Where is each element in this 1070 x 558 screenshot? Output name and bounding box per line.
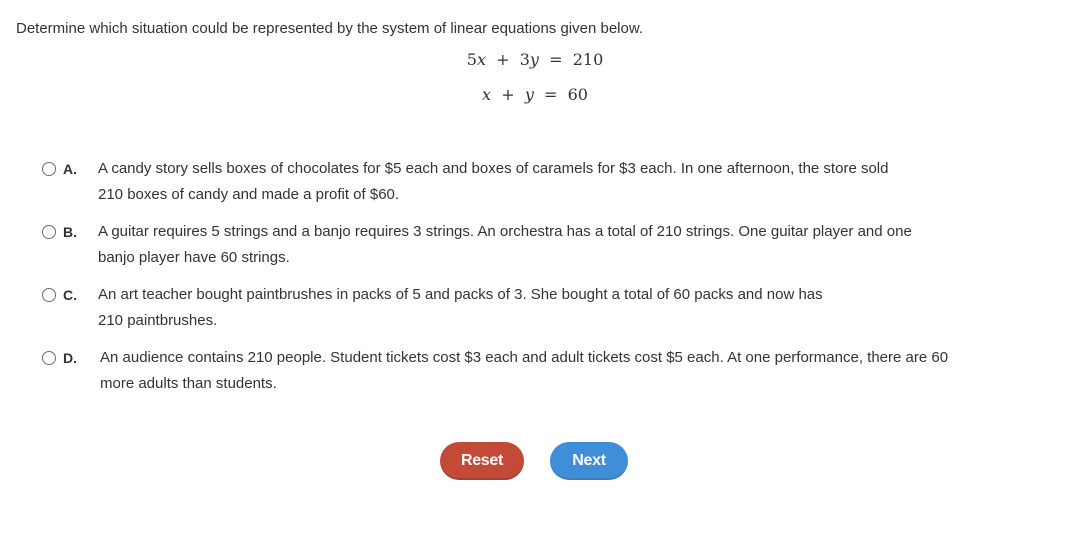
option-c-line-2: 210 paintbrushes. bbox=[98, 312, 218, 329]
reset-button[interactable]: Reset bbox=[440, 442, 524, 480]
equation-2 bbox=[0, 83, 1070, 118]
equation-2-plus: + bbox=[501, 85, 515, 104]
option-b-letter: B. bbox=[63, 224, 77, 240]
equation-1-rhs: 210 bbox=[572, 50, 604, 69]
equation-system bbox=[0, 48, 1070, 118]
option-c[interactable] bbox=[42, 282, 1032, 345]
option-b-line-2: banjo player have 60 strings. bbox=[98, 249, 290, 266]
option-c-line-1: An art teacher bought paintbrushes in packs of 5 and packs of 3. She bought a total of 60 packs and now has bbox=[98, 286, 823, 303]
option-a-line-1: A candy story sells boxes of chocolates for $5 each and boxes of caramels for $3 each. In one afternoon, the store sold bbox=[98, 160, 889, 177]
equation-1-coef-x: 5 bbox=[466, 50, 477, 69]
radio-button-d[interactable] bbox=[42, 351, 56, 365]
answer-options bbox=[42, 156, 1032, 408]
option-c-letter: C. bbox=[63, 287, 77, 303]
option-b[interactable] bbox=[42, 219, 1032, 282]
next-button[interactable]: Next bbox=[550, 442, 628, 480]
equation-1-equals: = bbox=[549, 50, 563, 69]
option-d-letter: D. bbox=[63, 350, 77, 366]
option-b-line-1: A guitar requires 5 strings and a banjo requires 3 strings. An orchestra has a total of 210 strings. One guitar player and one bbox=[98, 223, 912, 240]
option-d-line-2: more adults than students. bbox=[100, 375, 277, 392]
equation-2-var-y: y bbox=[524, 85, 534, 104]
equation-2-equals: = bbox=[544, 85, 558, 104]
option-d-line-1: An audience contains 210 people. Student tickets cost $3 each and adult tickets cost $5 each. At one performance, there are 60 bbox=[100, 349, 949, 366]
radio-button-b[interactable] bbox=[42, 225, 56, 239]
equation-1-coef-y: 3 bbox=[519, 50, 530, 69]
option-a-line-2: 210 boxes of candy and made a profit of $60. bbox=[98, 186, 400, 203]
question-prompt: Determine which situation could be represented by the system of linear equations given below. bbox=[16, 20, 644, 37]
equation-2-rhs: 60 bbox=[567, 85, 588, 104]
option-a-letter: A. bbox=[63, 161, 77, 177]
equation-1 bbox=[0, 48, 1070, 83]
equation-1-var-y: y bbox=[529, 50, 539, 69]
radio-button-a[interactable] bbox=[42, 162, 56, 176]
option-d[interactable] bbox=[42, 345, 1032, 408]
option-d-text bbox=[100, 345, 1032, 397]
equation-1-var-x: x bbox=[476, 50, 486, 69]
equation-2-var-x: x bbox=[482, 85, 492, 104]
radio-button-c[interactable] bbox=[42, 288, 56, 302]
option-b-text bbox=[98, 219, 1032, 271]
equation-1-plus: + bbox=[496, 50, 510, 69]
option-c-text bbox=[98, 282, 1032, 334]
option-a-text bbox=[98, 156, 1032, 208]
option-a[interactable] bbox=[42, 156, 1032, 219]
